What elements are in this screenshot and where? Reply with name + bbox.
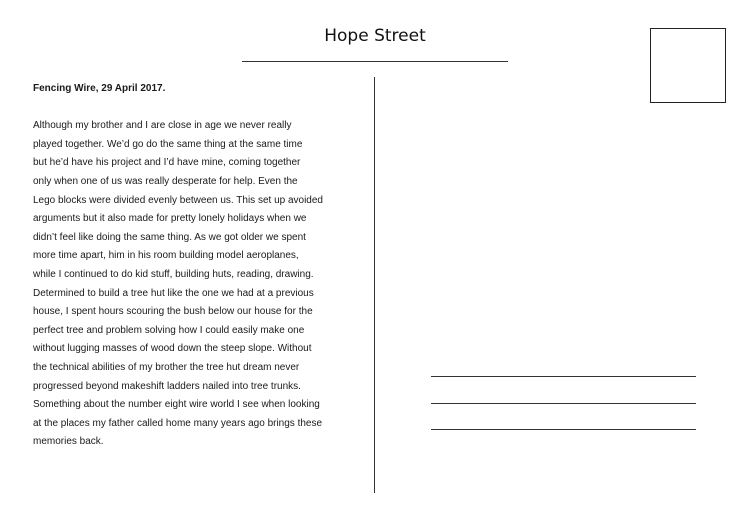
message-line: more time apart, him in his room building model aeroplanes, [33, 250, 299, 262]
message-line: progressed beyond makeshift ladders nailed into tree trunks. [33, 380, 301, 392]
message-line: without lugging masses of wood down the steep slope. Without [33, 343, 312, 355]
message-line: while I continued to do kid stuff, building huts, reading, drawing. [33, 268, 314, 280]
message-heading: Fencing Wire, 29 April 2017. [33, 83, 166, 94]
message-line: the technical abilities of my brother the tree hut dream never [33, 361, 300, 373]
message-line: Lego blocks were divided evenly between us. This set up avoided [33, 194, 323, 206]
message-line: Although my brother and I are close in age we never really [33, 120, 292, 132]
stamp-box [650, 28, 726, 103]
message-body [33, 117, 338, 452]
postcard-title: Hope Street [324, 26, 426, 46]
message-line: arguments but it also made for pretty lonely holidays when we [33, 213, 307, 225]
message-line: house, I spent hours scouring the bush below our house for the [33, 306, 313, 318]
message-block [33, 80, 338, 452]
message-line: played together. We’d go do the same thing at the same time [33, 138, 303, 150]
address-line [431, 376, 696, 377]
address-line [431, 403, 696, 404]
center-divider [374, 77, 375, 493]
message-line: only when one of us was really desperate for help. Even the [33, 175, 298, 187]
message-line: Determined to build a tree hut like the one we had at a previous [33, 287, 314, 299]
message-line: perfect tree and problem solving how I could easily make one [33, 324, 305, 336]
message-line: memories back. [33, 436, 104, 448]
message-line: but he’d have his project and I’d have mine, coming together [33, 157, 301, 169]
address-line [431, 429, 696, 430]
message-line: didn’t feel like doing the same thing. As we got older we spent [33, 231, 306, 243]
message-line: at the places my father called home many years ago brings these [33, 417, 323, 429]
message-line: Something about the number eight wire world I see when looking [33, 399, 320, 411]
title-underline [242, 61, 508, 62]
